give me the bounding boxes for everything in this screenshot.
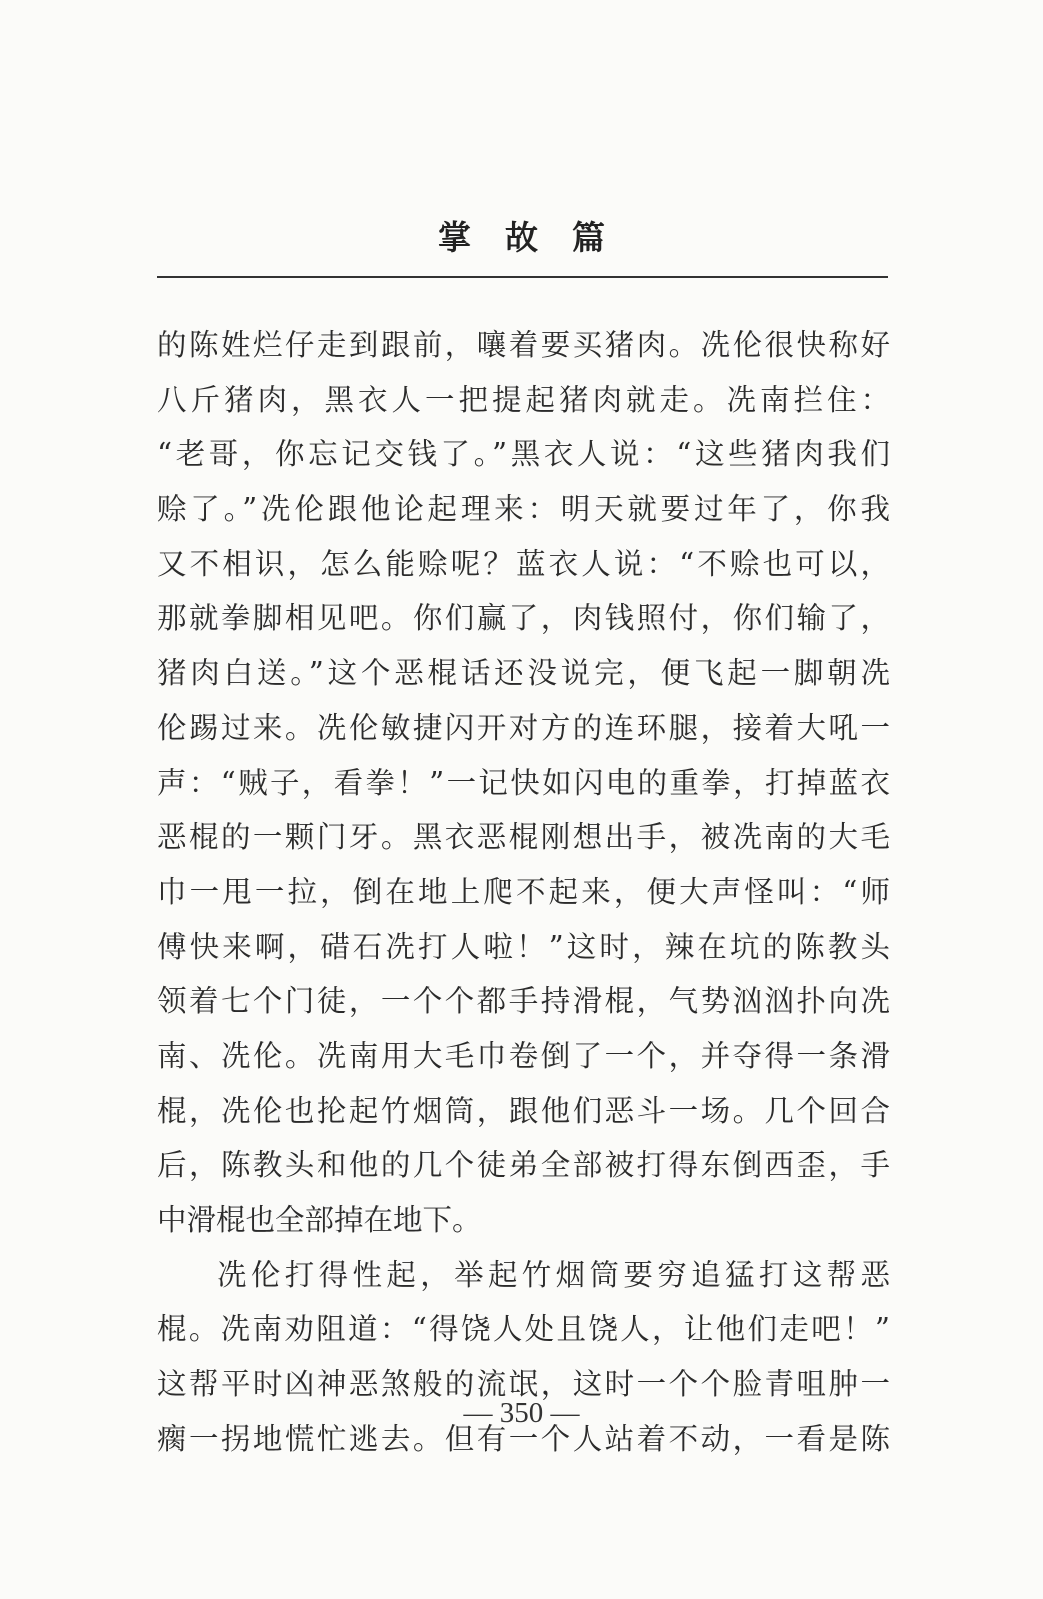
text-line: 八斤猪肉，黑衣人一把提起猪肉就走。冼南拦住： (157, 382, 890, 417)
page-number: — 350 — (463, 1397, 580, 1429)
text-line: 又不相识，怎么能赊呢？蓝衣人说：“不赊也可以， (157, 546, 890, 581)
text-line: 领着七个门徒，一个个都手持滑棍，气势汹汹扑向冼 (157, 984, 890, 1019)
text-line: 伦踢过来。冼伦敏捷闪开对方的连环腿，接着大吼一 (157, 710, 890, 745)
text-line: 那就拳脚相见吧。你们赢了，肉钱照付，你们输了， (157, 601, 890, 636)
text-line: 棍，冼伦也抡起竹烟筒，跟他们恶斗一场。几个回合 (157, 1093, 890, 1128)
body-text (157, 318, 890, 1466)
text-line: 棍。冼南劝阻道：“得饶人处且饶人，让他们走吧！” (157, 1312, 890, 1347)
text-line: 恶棍的一颗门牙。黑衣恶棍刚想出手，被冼南的大毛 (157, 820, 890, 855)
text-line: 赊了。”冼伦跟他论起理来：明天就要过年了，你我 (157, 492, 890, 527)
text-line-paragraph-end: 中滑棍也全部掉在地下。 (157, 1203, 482, 1237)
header-rule (157, 276, 888, 278)
text-line: 南、冼伦。冼南用大毛巾卷倒了一个，并夺得一条滑 (157, 1038, 890, 1073)
text-line: 猪肉白送。”这个恶棍话还没说完，便飞起一脚朝冼 (157, 656, 890, 691)
text-line: 这帮平时凶神恶煞般的流氓，这时一个个脸青咀肿一 (157, 1367, 890, 1402)
text-line: 后，陈教头和他的几个徒弟全部被打得东倒西歪，手 (157, 1148, 890, 1183)
text-line: “老哥，你忘记交钱了。”黑衣人说：“这些猪肉我们 (157, 437, 890, 472)
text-line: 瘸一拐地慌忙逃去。但有一个人站着不动，一看是陈 (157, 1421, 890, 1456)
text-line: 的陈姓烂仔走到跟前，嚷着要买猪肉。冼伦很快称好 (157, 328, 890, 362)
text-line: 声：“贼子，看拳！”一记快如闪电的重拳，打掉蓝衣 (157, 765, 890, 800)
running-header: 掌故篇 (438, 218, 639, 257)
text-line: 傅快来啊，碏石冼打人啦！”这时，辣在坑的陈教头 (157, 929, 890, 964)
text-line: 巾一甩一拉，倒在地上爬不起来，便大声怪叫：“师 (157, 874, 890, 909)
text-line-paragraph-start: 冼伦打得性起，举起竹烟筒要穷追猛打这帮恶 (217, 1257, 890, 1292)
